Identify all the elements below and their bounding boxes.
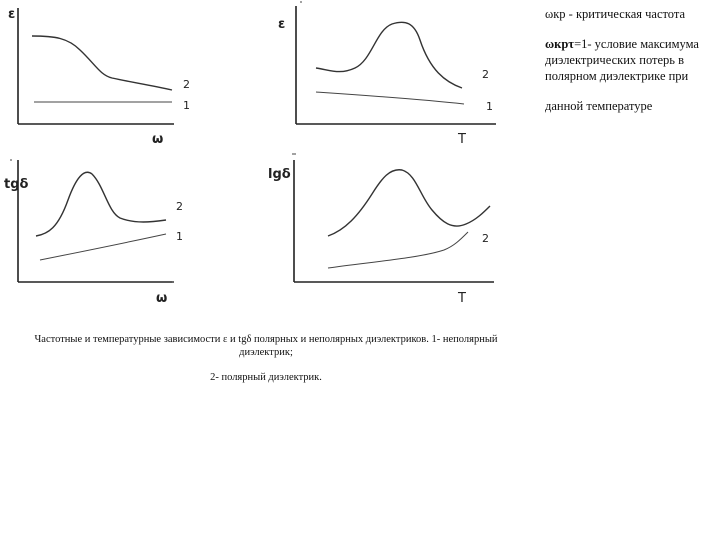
panel4-curve-1 xyxy=(328,232,468,268)
panel4-y-label: lgδ xyxy=(268,167,291,182)
panel-eps-vs-frequency xyxy=(8,7,190,147)
panel1-y-label: ε xyxy=(8,7,16,22)
panel2-curve-2 xyxy=(316,22,462,88)
note-maximum-condition xyxy=(545,36,717,84)
panel4-curve-2 xyxy=(328,170,490,236)
panel3-x-label: ω xyxy=(156,291,168,306)
panel1-x-label: ω xyxy=(152,132,164,147)
note-omega-tau: ωкрτ xyxy=(545,37,575,51)
panel3-curve-1 xyxy=(40,234,166,260)
caption-line-2: 2- полярный диэлектрик. xyxy=(210,372,322,383)
panel3-y-label: tgδ xyxy=(4,177,29,192)
panel3-curve-2 xyxy=(36,172,166,236)
panel3-curve-2-label: 2 xyxy=(176,200,183,213)
panel4-curve-2-label: 2 xyxy=(482,232,489,245)
caption-line-1: Частотные и температурные зависимости ε и tgδ полярных и неполярных диэлектриков. 1- неполярный диэлектрик; xyxy=(34,334,498,358)
panel-eps-vs-temperature xyxy=(278,2,496,147)
note-condition-text: =1- условие максимума диэлектрических потерь в полярном диэлектрике при xyxy=(545,37,699,83)
panel2-y-label: ε xyxy=(278,17,286,32)
panel3-curve-1-label: 1 xyxy=(176,230,183,243)
panel1-curve-1-label: 1 xyxy=(183,99,190,112)
dielectric-graphs-figure xyxy=(0,0,520,320)
note-temperature: данной температуре xyxy=(545,99,653,113)
panel2-curve-1-label: 1 xyxy=(486,100,493,113)
panel4-x-label: T xyxy=(458,291,466,306)
panel2-curve-1 xyxy=(316,92,464,104)
figure-caption xyxy=(30,333,502,384)
panel2-curve-2-label: 2 xyxy=(482,68,489,81)
notes-block xyxy=(545,6,717,114)
panel-tg-vs-frequency xyxy=(4,160,183,306)
panel1-curve-2 xyxy=(32,36,172,90)
note-critical-frequency: ωкр - критическая частота xyxy=(545,7,686,21)
panel1-curve-2-label: 2 xyxy=(183,78,190,91)
panel-lg-vs-temperature xyxy=(268,154,494,306)
panel2-x-label: T xyxy=(458,132,466,147)
